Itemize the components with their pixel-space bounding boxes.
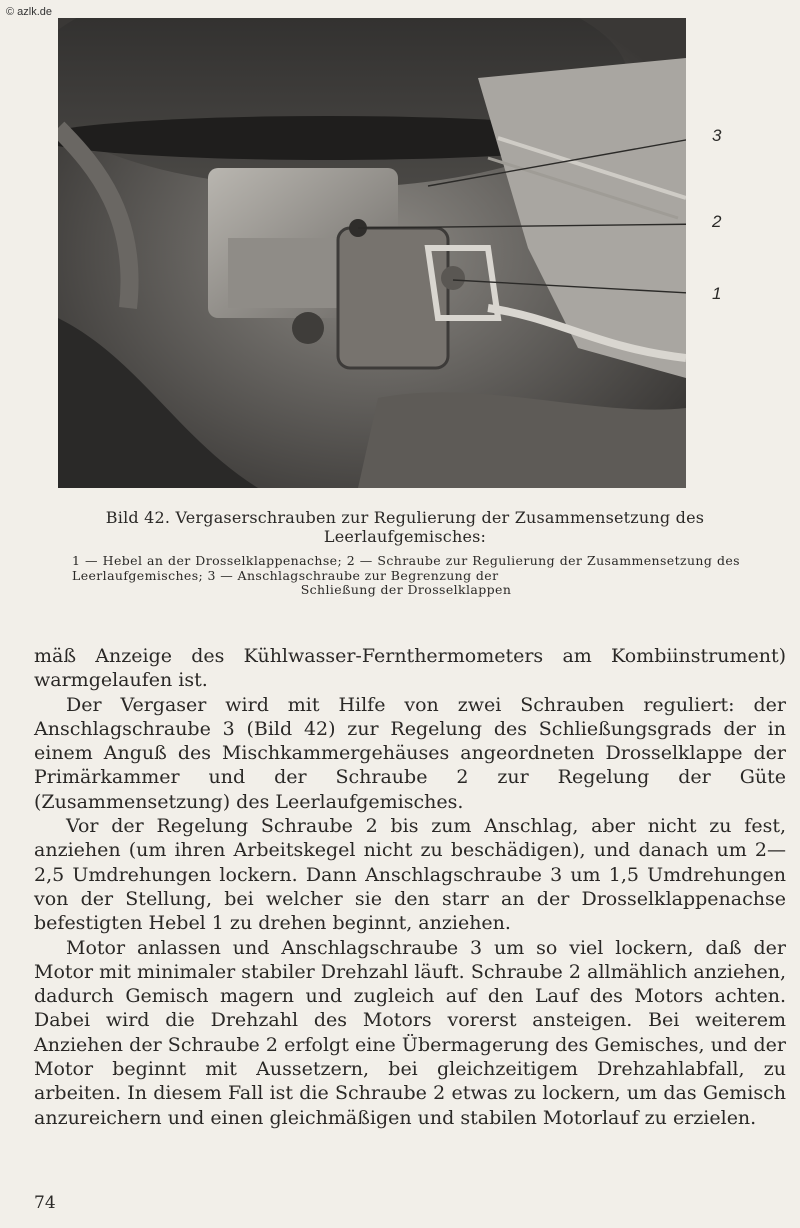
carburetor-photo-image — [58, 18, 686, 488]
callout-2-label: 2 — [712, 212, 722, 231]
carburetor-photo — [58, 18, 686, 488]
callout-1-label: 1 — [712, 284, 722, 303]
figure-caption-legend-last: Schließung der Drosselklappen — [300, 582, 512, 597]
paragraph: Motor anlassen und Anschlagschraube 3 um so viel lockern, daß der Motor mit minimaler stabiler Drehzahl läuft. Schraube 2 allmählich anziehen, dadurch Gemisch magern und zugleich auf den Lauf des Motors achten. Dabei wird die Drehzahl des Motors vorerst ansteigen. Bei weiterem Anziehen der Schraube 2 erfolgt eine Übermagerung des Gemisches, und der Motor beginnt mit Aussetzern, bei gleichzeitigem Drehzahlabfall, zu arbeiten. In diesem Fall ist die Schraube 2 etwas zu lockern, um das Gemisch anzureichern und einen gleichmäßigen und stabilen Motorlauf zu erzielen. — [34, 936, 786, 1129]
callout-3-label: 3 — [712, 126, 722, 145]
paragraph: mäß Anzeige des Kühlwasser-Fernthermometers am Kombiinstrument) warmgelaufen ist. — [34, 645, 786, 692]
figure-caption-legend — [72, 554, 740, 598]
figure-caption-legend-text: 1 — Hebel an der Drosselklappenachse; 2 — Schraube zur Regulierung der Zusammensetzung des Leerlaufgemisches; 3 — Anschlagschraube zur Begrenzung der — [72, 553, 740, 583]
paragraph: Der Vergaser wird mit Hilfe von zwei Schrauben reguliert: der Anschlagschraube 3 (Bild 42) zur Regelung des Schließungsgrads der in einem Anguß des Mischkammergehäuses angeordneten Drosselklappe der Primärkammer und der Schraube 2 zur Regelung der Güte (Zusammensetzung) des Leerlaufgemisches. — [34, 693, 786, 813]
paragraph: Vor der Regelung Schraube 2 bis zum Anschlag, aber nicht zu fest, anziehen (um ihren Arbeitskegel nicht zu beschädigen), und danach um 2—2,5 Umdrehungen lockern. Dann Anschlagschraube 3 um 1,5 Umdrehungen von der Stellung, bei welcher sie den starr an der Drosselklappenachse befestigten Hebel 1 zu drehen beginnt, anziehen. — [34, 815, 786, 935]
figure-caption-title: Bild 42. Vergaserschrauben zur Regulierung der Zusammensetzung des Leerlaufgemisches: — [105, 508, 705, 546]
page-number: 74 — [34, 1193, 56, 1213]
body-text — [34, 644, 786, 1130]
copyright-watermark: © azlk.de — [6, 6, 53, 18]
